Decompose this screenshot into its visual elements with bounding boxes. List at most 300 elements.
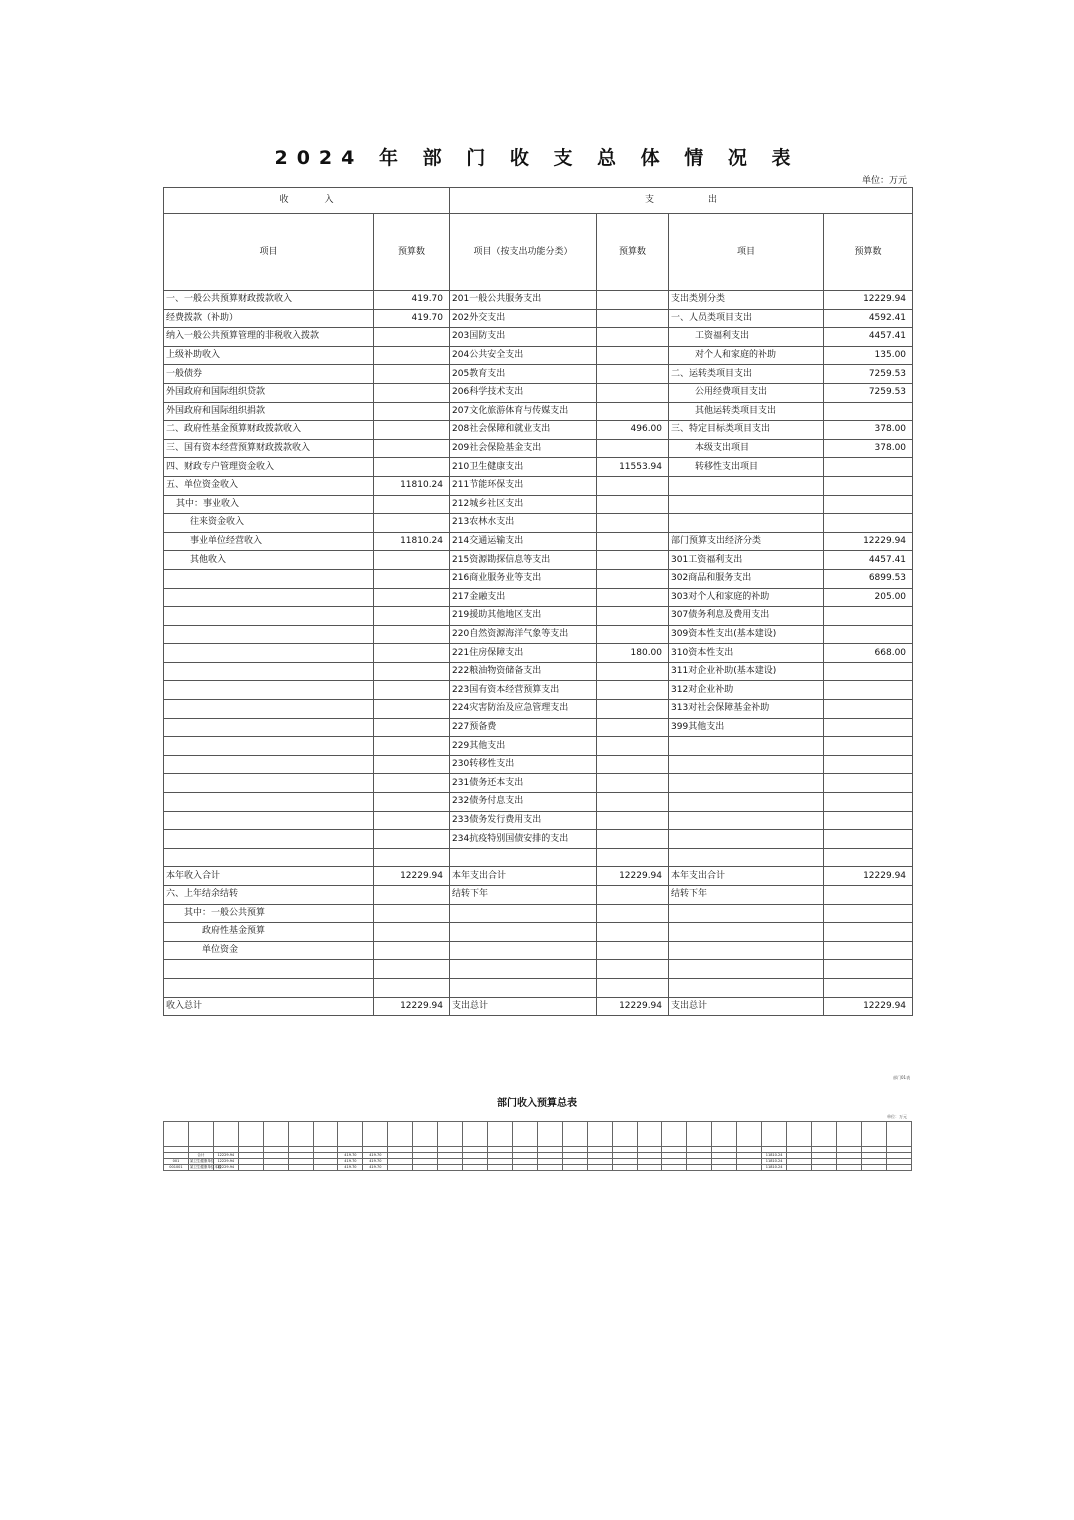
item-cell: 外国政府和国际组织捐款 (164, 402, 374, 421)
item-cell (164, 830, 374, 849)
item-cell: 219援助其他地区支出 (450, 607, 597, 626)
budget-cell (597, 625, 669, 644)
item-cell: 209社会保险基金支出 (450, 439, 597, 458)
item-cell (669, 960, 824, 979)
item-cell: 公用经费项目支出 (669, 383, 824, 402)
budget-cell: 12229.94 (597, 867, 669, 886)
mini-cell: 001 (164, 1159, 189, 1165)
mini-cell: 合计 (188, 1153, 213, 1159)
budget-cell (824, 811, 913, 830)
budget-cell: 4592.41 (824, 309, 913, 328)
budget-cell (374, 569, 450, 588)
budget-cell: 12229.94 (824, 867, 913, 886)
item-cell: 230转移性支出 (450, 755, 597, 774)
item-cell (164, 978, 374, 997)
mini-cell: 419.70 (363, 1165, 388, 1171)
budget-cell (597, 904, 669, 923)
mini-cell: 12229.94 (213, 1159, 238, 1165)
budget-cell (824, 978, 913, 997)
mini-cell: 419.70 (338, 1159, 363, 1165)
item-cell: 本年收入合计 (164, 867, 374, 886)
budget-cell (374, 774, 450, 793)
budget-cell (597, 588, 669, 607)
table-row (164, 830, 913, 849)
budget-cell: 12229.94 (374, 867, 450, 886)
budget-cell: 7259.53 (824, 365, 913, 384)
income-summary-table (163, 1121, 912, 1171)
budget-cell (374, 346, 450, 365)
budget-cell (597, 755, 669, 774)
mini-cell: 某卫生健康单位本级 (189, 1165, 222, 1169)
budget-cell (374, 365, 450, 384)
budget-table (163, 187, 913, 1016)
item-cell (669, 755, 824, 774)
table-row (164, 421, 913, 440)
table-row (164, 718, 913, 737)
budget-cell (374, 421, 450, 440)
table-row (164, 439, 913, 458)
budget-cell (824, 476, 913, 495)
table-row (164, 514, 913, 533)
budget-cell: 419.70 (374, 309, 450, 328)
item-cell: 204公共安全支出 (450, 346, 597, 365)
item-cell: 四、财政专户管理资金收入 (164, 458, 374, 477)
budget-cell: 12229.94 (824, 997, 913, 1016)
item-cell (669, 904, 824, 923)
table-row (164, 737, 913, 756)
budget-cell (374, 830, 450, 849)
budget-cell (374, 458, 450, 477)
budget-cell (824, 904, 913, 923)
item-cell (669, 848, 824, 867)
item-cell: 纳入一般公共预算管理的非税收入拨款 (164, 328, 374, 347)
mini-cell: 419.70 (363, 1159, 388, 1165)
item-cell (164, 662, 374, 681)
unit-label: 单位：万元 (862, 176, 908, 186)
table-row (164, 476, 913, 495)
table-row (164, 291, 913, 310)
item-cell: 221住房保障支出 (450, 644, 597, 663)
item-cell: 234抗疫特别国债安排的支出 (450, 830, 597, 849)
item-cell: 支出类别分类 (669, 291, 824, 310)
item-cell: 三、特定目标类项目支出 (669, 421, 824, 440)
item-cell: 399其他支出 (669, 718, 824, 737)
budget-cell (374, 960, 450, 979)
item-cell: 经费拨款（补助） (164, 309, 374, 328)
page-title: 2024 年 部 门 收 支 总 体 情 况 表 (274, 147, 800, 169)
budget-cell (374, 644, 450, 663)
item-cell: 311对企业补助(基本建设) (669, 662, 824, 681)
item-cell: 301工资福利支出 (669, 551, 824, 570)
budget-cell (597, 439, 669, 458)
item-cell: 对个人和家庭的补助 (669, 346, 824, 365)
item-cell (164, 718, 374, 737)
mini-cell: 001001 (164, 1165, 189, 1171)
budget-cell (374, 941, 450, 960)
mini-header-row (164, 1122, 912, 1147)
budget-cell (597, 532, 669, 551)
budget-cell (374, 718, 450, 737)
item-cell (450, 848, 597, 867)
item-cell: 214交通运输支出 (450, 532, 597, 551)
budget-cell (824, 941, 913, 960)
table-row (164, 867, 913, 886)
item-cell (669, 793, 824, 812)
item-cell: 本年支出合计 (450, 867, 597, 886)
table-row (164, 960, 913, 979)
budget-cell (824, 774, 913, 793)
item-cell (669, 978, 824, 997)
budget-cell: 668.00 (824, 644, 913, 663)
budget-cell: 6899.53 (824, 569, 913, 588)
budget-cell (824, 886, 913, 905)
item-cell: 210卫生健康支出 (450, 458, 597, 477)
budget-cell: 12229.94 (824, 291, 913, 310)
budget-cell (824, 681, 913, 700)
budget-cell (824, 625, 913, 644)
item-cell (669, 514, 824, 533)
item-cell: 五、单位资金收入 (164, 476, 374, 495)
budget-cell (597, 681, 669, 700)
table-row (164, 365, 913, 384)
budget-cell (374, 811, 450, 830)
item-cell: 233债务发行费用支出 (450, 811, 597, 830)
table-row (164, 402, 913, 421)
budget-cell (824, 495, 913, 514)
table-row (164, 774, 913, 793)
expense-header: 支 出 (450, 188, 913, 214)
mini-table-row (164, 1165, 912, 1171)
table-row (164, 886, 913, 905)
budget-cell (597, 718, 669, 737)
col-item-func-header: 项目（按支出功能分类） (450, 214, 597, 291)
table-row (164, 941, 913, 960)
item-cell: 二、运转类项目支出 (669, 365, 824, 384)
budget-cell (374, 551, 450, 570)
item-cell: 201一般公共服务支出 (450, 291, 597, 310)
item-cell: 208社会保障和就业支出 (450, 421, 597, 440)
budget-cell (374, 848, 450, 867)
item-cell (669, 811, 824, 830)
item-cell: 上级补助收入 (164, 346, 374, 365)
item-cell: 六、上年结余结转 (164, 886, 374, 905)
item-cell: 部门预算支出经济分类 (669, 532, 824, 551)
item-cell: 307债务利息及费用支出 (669, 607, 824, 626)
budget-cell (597, 476, 669, 495)
table-row (164, 607, 913, 626)
item-cell: 207文化旅游体育与传媒支出 (450, 402, 597, 421)
budget-cell: 4457.41 (824, 328, 913, 347)
budget-cell (824, 662, 913, 681)
item-cell: 216商业服务业等支出 (450, 569, 597, 588)
item-cell: 213农林水支出 (450, 514, 597, 533)
item-cell: 结转下年 (450, 886, 597, 905)
table-row (164, 625, 913, 644)
budget-cell (597, 774, 669, 793)
budget-cell (824, 793, 913, 812)
budget-cell (374, 700, 450, 719)
budget-cell (597, 811, 669, 830)
budget-cell (824, 700, 913, 719)
budget-cell (597, 848, 669, 867)
item-cell: 工资福利支出 (669, 328, 824, 347)
budget-cell (597, 607, 669, 626)
budget-cell (824, 458, 913, 477)
item-cell (164, 700, 374, 719)
mini-cell: 419.70 (363, 1153, 388, 1159)
item-cell (164, 625, 374, 644)
budget-cell: 12229.94 (374, 997, 450, 1016)
table-row (164, 569, 913, 588)
item-cell: 一、一般公共预算财政拨款收入 (164, 291, 374, 310)
table-row (164, 811, 913, 830)
table-row (164, 309, 913, 328)
second-page-unit: 单位：万元 (887, 1114, 907, 1119)
item-cell: 本级支出项目 (669, 439, 824, 458)
col-budget3-header: 预算数 (824, 214, 913, 291)
mini-cell: 11810.24 (762, 1153, 787, 1159)
table-subheader-row (164, 214, 913, 291)
item-cell: 205教育支出 (450, 365, 597, 384)
budget-cell (824, 830, 913, 849)
item-cell: 222粮油物资储备支出 (450, 662, 597, 681)
item-cell (164, 960, 374, 979)
budget-cell (374, 402, 450, 421)
budget-cell: 496.00 (597, 421, 669, 440)
budget-cell (374, 923, 450, 942)
budget-cell (597, 346, 669, 365)
item-cell: 224灾害防治及应急管理支出 (450, 700, 597, 719)
budget-cell: 180.00 (597, 644, 669, 663)
item-cell (164, 755, 374, 774)
item-cell (669, 830, 824, 849)
item-cell (164, 793, 374, 812)
budget-cell: 205.00 (824, 588, 913, 607)
item-cell: 312对企业补助 (669, 681, 824, 700)
item-cell (164, 737, 374, 756)
budget-cell (597, 960, 669, 979)
table-row (164, 346, 913, 365)
mini-cell: 12229.94 (213, 1165, 238, 1171)
item-cell: 217金融支出 (450, 588, 597, 607)
budget-cell (597, 662, 669, 681)
budget-cell (597, 402, 669, 421)
item-cell: 229其他支出 (450, 737, 597, 756)
item-cell: 309资本性支出(基本建设) (669, 625, 824, 644)
table-row (164, 755, 913, 774)
budget-cell (374, 328, 450, 347)
table-row (164, 532, 913, 551)
budget-cell (374, 755, 450, 774)
budget-cell (374, 625, 450, 644)
budget-cell (597, 700, 669, 719)
table-row (164, 997, 913, 1016)
budget-cell: 11553.94 (597, 458, 669, 477)
budget-cell: 11810.24 (374, 532, 450, 551)
item-cell: 转移性支出项目 (669, 458, 824, 477)
table-row (164, 793, 913, 812)
budget-cell (824, 514, 913, 533)
budget-cell (597, 737, 669, 756)
form-number: 部门01表 (893, 1075, 911, 1080)
item-cell: 单位资金 (164, 941, 374, 960)
budget-cell (597, 941, 669, 960)
item-cell: 往来资金收入 (164, 514, 374, 533)
item-cell (669, 737, 824, 756)
item-cell: 202外交支出 (450, 309, 597, 328)
item-cell: 其他运转类项目支出 (669, 402, 824, 421)
budget-cell (374, 607, 450, 626)
item-cell: 303对个人和家庭的补助 (669, 588, 824, 607)
item-cell (164, 811, 374, 830)
item-cell: 212城乡社区支出 (450, 495, 597, 514)
table-row (164, 328, 913, 347)
col-budget-header: 预算数 (374, 214, 450, 291)
budget-cell: 12229.94 (597, 997, 669, 1016)
budget-cell (824, 737, 913, 756)
budget-cell: 135.00 (824, 346, 913, 365)
budget-cell: 12229.94 (824, 532, 913, 551)
item-cell (450, 978, 597, 997)
table-row (164, 662, 913, 681)
item-cell: 收入总计 (164, 997, 374, 1016)
item-cell: 313对社会保障基金补助 (669, 700, 824, 719)
item-cell (669, 774, 824, 793)
budget-cell (597, 495, 669, 514)
item-cell: 206科学技术支出 (450, 383, 597, 402)
budget-cell (374, 886, 450, 905)
budget-cell (824, 718, 913, 737)
budget-cell (374, 904, 450, 923)
budget-cell (597, 886, 669, 905)
table-row (164, 644, 913, 663)
item-cell (669, 476, 824, 495)
budget-cell (597, 793, 669, 812)
table-row (164, 700, 913, 719)
budget-cell (597, 365, 669, 384)
budget-cell (824, 755, 913, 774)
mini-cell: 419.70 (338, 1165, 363, 1171)
item-cell (450, 941, 597, 960)
budget-cell (597, 514, 669, 533)
mini-cell: 12229.94 (213, 1153, 238, 1159)
budget-cell: 11810.24 (374, 476, 450, 495)
mini-cell: 419.70 (338, 1153, 363, 1159)
budget-cell (824, 848, 913, 867)
budget-cell (597, 978, 669, 997)
item-cell: 231债务还本支出 (450, 774, 597, 793)
item-cell: 一、人员类项目支出 (669, 309, 824, 328)
table-row (164, 383, 913, 402)
item-cell: 232债务付息支出 (450, 793, 597, 812)
budget-cell (374, 681, 450, 700)
col-item-header: 项目 (164, 214, 374, 291)
item-cell: 220自然资源海洋气象等支出 (450, 625, 597, 644)
col-budget2-header: 预算数 (597, 214, 669, 291)
item-cell: 一般债券 (164, 365, 374, 384)
budget-cell: 378.00 (824, 421, 913, 440)
table-header-row (164, 188, 913, 214)
item-cell: 事业单位经营收入 (164, 532, 374, 551)
budget-cell (374, 793, 450, 812)
item-cell: 227预备费 (450, 718, 597, 737)
item-cell: 310资本性支出 (669, 644, 824, 663)
item-cell: 政府性基金预算 (164, 923, 374, 942)
budget-cell: 419.70 (374, 291, 450, 310)
item-cell (164, 607, 374, 626)
table-row (164, 551, 913, 570)
item-cell: 其中：一般公共预算 (164, 904, 374, 923)
budget-cell (374, 514, 450, 533)
item-cell (164, 774, 374, 793)
table-row (164, 681, 913, 700)
budget-cell (597, 328, 669, 347)
budget-cell (824, 960, 913, 979)
item-cell (669, 941, 824, 960)
budget-cell (597, 923, 669, 942)
budget-cell (824, 923, 913, 942)
table-row (164, 588, 913, 607)
mini-cell: 11810.24 (762, 1159, 787, 1165)
item-cell (669, 923, 824, 942)
item-cell (164, 588, 374, 607)
budget-cell: 7259.53 (824, 383, 913, 402)
table-row (164, 848, 913, 867)
budget-cell (597, 830, 669, 849)
item-cell: 外国政府和国际组织贷款 (164, 383, 374, 402)
budget-cell (374, 737, 450, 756)
budget-cell (374, 662, 450, 681)
item-cell: 支出总计 (450, 997, 597, 1016)
item-cell: 三、国有资本经营预算财政拨款收入 (164, 439, 374, 458)
budget-cell (597, 291, 669, 310)
second-page-title: 部门收入预算总表 (497, 1098, 577, 1109)
table-row (164, 904, 913, 923)
table-row (164, 978, 913, 997)
budget-cell (374, 978, 450, 997)
budget-cell (824, 402, 913, 421)
item-cell (450, 923, 597, 942)
item-cell (164, 569, 374, 588)
item-cell: 支出总计 (669, 997, 824, 1016)
income-header: 收 入 (164, 188, 450, 214)
budget-cell (597, 569, 669, 588)
budget-cell: 4457.41 (824, 551, 913, 570)
col-item3-header: 项目 (669, 214, 824, 291)
budget-cell (597, 383, 669, 402)
item-cell (164, 848, 374, 867)
budget-cell (597, 551, 669, 570)
item-cell (164, 644, 374, 663)
item-cell: 302商品和服务支出 (669, 569, 824, 588)
table-row (164, 458, 913, 477)
item-cell: 其他收入 (164, 551, 374, 570)
mini-cell: 11810.24 (762, 1165, 787, 1171)
item-cell (450, 960, 597, 979)
item-cell (669, 495, 824, 514)
budget-cell (374, 383, 450, 402)
table-row (164, 923, 913, 942)
item-cell (164, 681, 374, 700)
budget-cell: 378.00 (824, 439, 913, 458)
table-row (164, 495, 913, 514)
budget-cell (597, 309, 669, 328)
item-cell: 211节能环保支出 (450, 476, 597, 495)
budget-cell (374, 495, 450, 514)
budget-cell (824, 607, 913, 626)
item-cell: 223国有资本经营预算支出 (450, 681, 597, 700)
item-cell: 215资源勘探信息等支出 (450, 551, 597, 570)
